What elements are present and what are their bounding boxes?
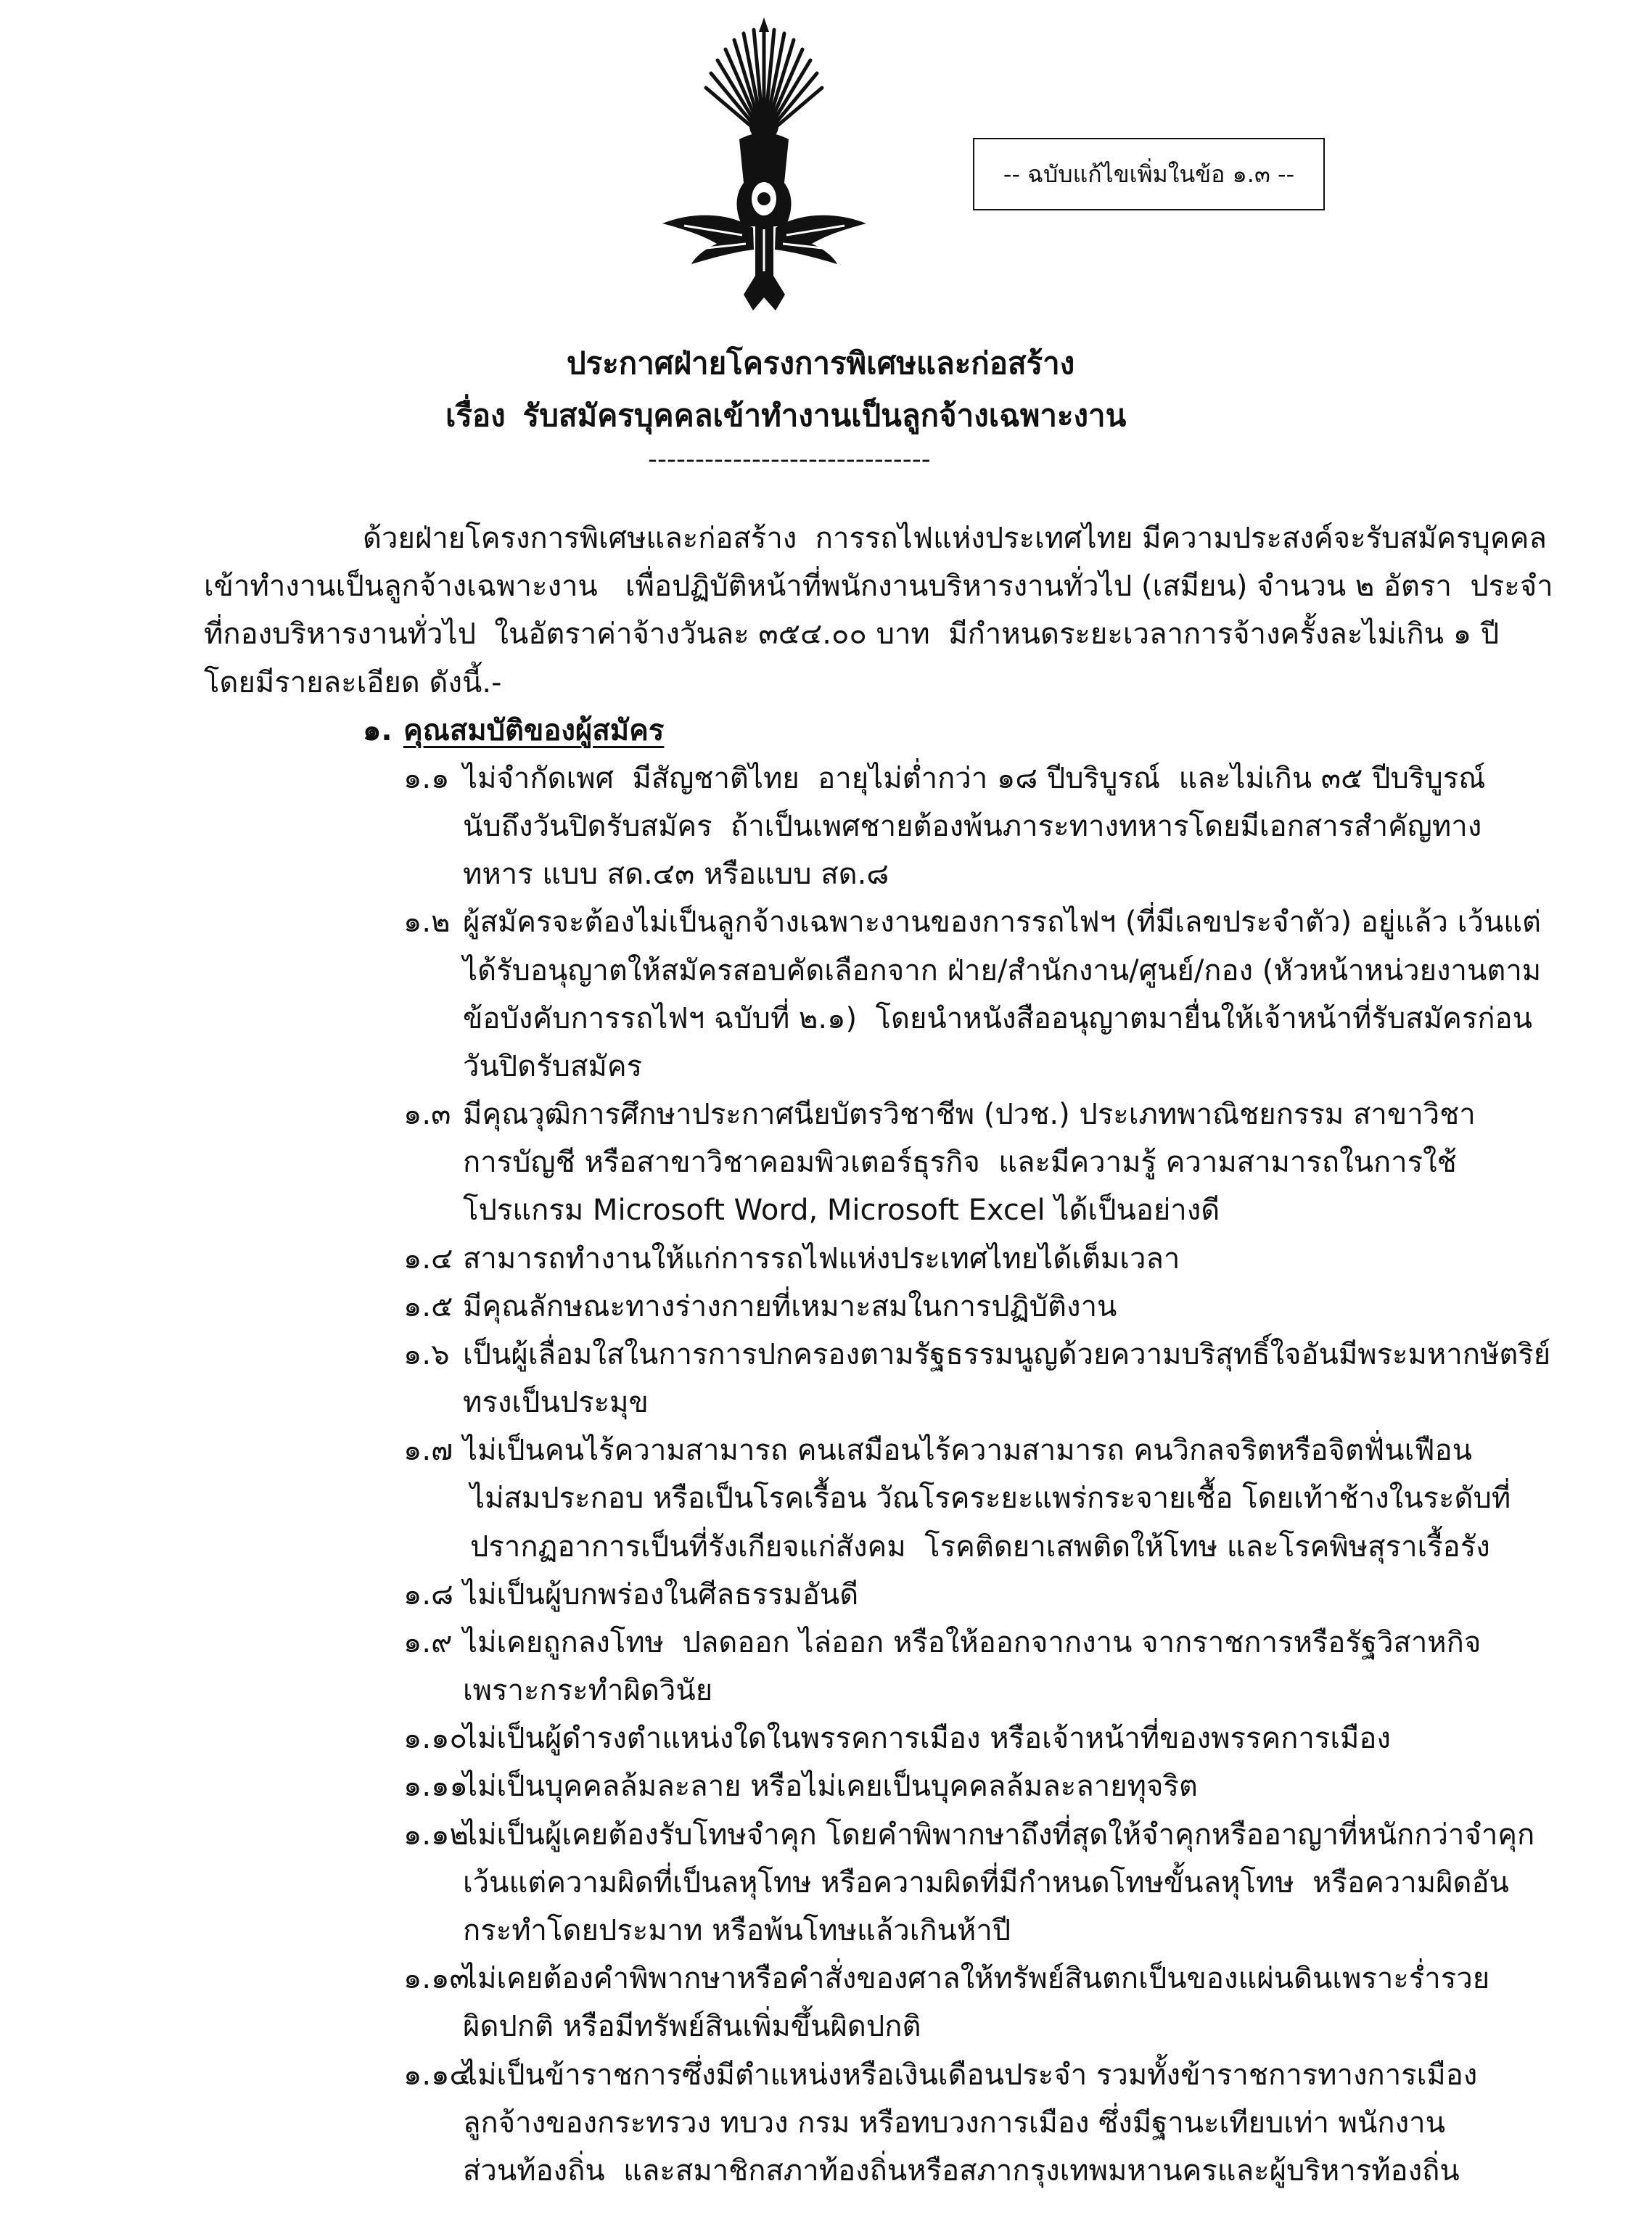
list-item [0, 1426, 1652, 1571]
list-item [0, 1571, 1652, 1619]
item-number: ๑.๖ [403, 1337, 450, 1371]
item-line: ได้รับอนุญาตให้สมัครสอบคัดเลือกจาก ฝ่าย/สำนักงาน/ศูนย์/กอง (หัวหน้าหน่วยงานตาม [463, 953, 1542, 987]
page-title: ประกาศฝ่ายโครงการพิเศษและก่อสร้าง [567, 345, 1075, 381]
section-heading [0, 707, 1652, 755]
item-line: ลูกจ้างของกระทรวง ทบวง กรม หรือทบวงการเมือง ซึ่งมีฐานะเทียบเท่า พนักงาน [463, 2106, 1445, 2140]
subject-label: เรื่อง [445, 398, 506, 433]
item-line: ไม่เป็นผู้ดำรงตำแหน่งใดในพรรคการเมือง หรือเจ้าหน้าที่ของพรรคการเมือง [463, 1722, 1391, 1756]
intro-line: ที่กองบริหารงานทั่วไป ในอัตราค่าจ้างวันละ ๓๕๔.๐๐ บาท มีกำหนดระยะเวลาการจ้างครั้งละไม่เกิน ๑ ปี [204, 617, 1500, 652]
item-number: ๑.๔ [403, 1241, 453, 1276]
item-number: ๑.๙ [403, 1625, 453, 1659]
item-number: ๑.๘ [403, 1577, 453, 1611]
item-line: เพราะกระทำผิดวินัย [463, 1674, 713, 1708]
revision-notice-box: -- ฉบับแก้ไขเพิ่มในข้อ ๑.๓ -- [973, 138, 1325, 210]
section-number: ๑. [363, 713, 393, 747]
list-item [0, 898, 1652, 1091]
intro-line: เข้าทำงานเป็นลูกจ้างเฉพาะงาน เพื่อปฏิบัติหน้าที่พนักงานบริหารงานทั่วไป (เสมียน) จำนวน ๒ อัตรา ประจำ [204, 570, 1553, 604]
item-line: ไม่สมประกอบ หรือเป็นโรคเรื้อน วัณโรคระยะแพร่กระจายเชื้อ โดยเท้าช้างในระดับที่ [470, 1482, 1511, 1516]
item-line: ไม่เคยต้องคำพิพากษาหรือคำสั่งของศาลให้ทรัพย์สินตกเป็นของแผ่นดินเพราะร่ำรวย [463, 1962, 1490, 1996]
item-line: ไม่เป็นบุคคลล้มละลาย หรือไม่เคยเป็นบุคคลล้มละลายทุจริต [463, 1770, 1198, 1804]
item-number: ๑.๑๐ [403, 1722, 467, 1756]
emblem-icon [662, 17, 866, 311]
item-line: เป็นผู้เลื่อมใสในการการปกครองตามรัฐธรรมนูญด้วยความบริสุทธิ์ใจอันมีพระมหากษัตริย์ [463, 1337, 1551, 1371]
separator-line: ------------------------------ [648, 445, 931, 475]
subject-text: รับสมัครบุคคลเข้าทำงานเป็นลูกจ้างเฉพาะงาน [522, 398, 1127, 433]
item-line: ไม่เป็นข้าราชการซึ่งมีตำแหน่งหรือเงินเดือนประจำ รวมทั้งข้าราชการทางการเมือง [463, 2058, 1478, 2092]
item-line: กระทำโดยประมาท หรือพ้นโทษแล้วเกินห้าปี [463, 1913, 1011, 1947]
item-line: ปรากฏอาการเป็นที่รังเกียจแก่สังคม โรคติดยาเสพติดให้โทษ และโรคพิษสุราเรื้อรัง [470, 1529, 1490, 1564]
item-line: โปรแกรม Microsoft Word, Microsoft Excel ได้เป็นอย่างดี [463, 1194, 1220, 1228]
item-line: ไม่เป็นผู้เคยต้องรับโทษจำคุก โดยคำพิพากษาถึงที่สุดให้จำคุกหรืออาญาที่หนักกว่าจำคุก [463, 1818, 1535, 1852]
item-line: ข้อบังคับการรถไฟฯ ฉบับที่ ๒.๑) โดยนำหนังสืออนุญาตมายื่นให้เจ้าหน้าที่รับสมัครก่อน [463, 1001, 1532, 1035]
item-number: ๑.๑ [403, 761, 450, 795]
item-number: ๑.๒ [403, 905, 451, 940]
list-item [0, 1619, 1652, 1714]
item-number: ๑.๕ [403, 1289, 453, 1323]
item-number: ๑.๓ [403, 1098, 451, 1132]
item-line: ไม่จำกัดเพศ มีสัญชาติไทย อายุไม่ต่ำกว่า ๑๘ ปีบริบูรณ์ และไม่เกิน ๓๕ ปีบริบูรณ์ [463, 761, 1486, 795]
item-line: มีคุณลักษณะทางร่างกายที่เหมาะสมในการปฏิบัติงาน [463, 1289, 1117, 1323]
item-number: ๑.๗ [403, 1434, 453, 1468]
item-number: ๑.๑๓ [403, 1962, 469, 1996]
item-line: นับถึงวันปิดรับสมัคร ถ้าเป็นเพศชายต้องพ้นภาระทางทหารโดยมีเอกสารสำคัญทาง [463, 810, 1482, 844]
list-item [0, 1811, 1652, 1955]
item-line: การบัญชี หรือสาขาวิชาคอมพิวเตอร์ธุรกิจ และมีความรู้ ความสามารถในการใช้ [463, 1146, 1457, 1180]
section-title: คุณสมบัติของผู้สมัคร [403, 713, 665, 747]
list-item [0, 1283, 1652, 1331]
item-line: วันปิดรับสมัคร [463, 1049, 643, 1083]
intro-paragraph [0, 514, 1652, 707]
item-line: ทรงเป็นประมุข [463, 1386, 649, 1420]
list-item [0, 755, 1652, 899]
item-line: ส่วนท้องถิ่น และสมาชิกสภาท้องถิ่นหรือสภากรุงเทพมหานครและผู้บริหารท้องถิ่น [463, 2153, 1460, 2188]
item-line: ไม่เคยถูกลงโทษ ปลดออก ไล่ออก หรือให้ออกจากงาน จากราชการหรือรัฐวิสาหกิจ [463, 1625, 1482, 1659]
list-item [0, 1762, 1652, 1810]
intro-line: ด้วยฝ่ายโครงการพิเศษและก่อสร้าง การรถไฟแห่งประเทศไทย มีความประสงค์จะรับสมัครบุคคล [363, 522, 1547, 555]
list-item [0, 1955, 1652, 2050]
item-line: ผิดปกติ หรือมีทรัพย์สินเพิ่มขึ้นผิดปกติ [463, 2010, 921, 2044]
item-line: ทหาร แบบ สด.๔๓ หรือแบบ สด.๘ [463, 858, 889, 892]
item-line: มีคุณวุฒิการศึกษาประกาศนียบัตรวิชาชีพ (ปวช.) ประเภทพาณิชยกรรม สาขาวิชา [463, 1098, 1476, 1132]
item-number: ๑.๑๔ [403, 2058, 472, 2092]
item-line: ผู้สมัครจะต้องไม่เป็นลูกจ้างเฉพาะงานของการรถไฟฯ (ที่มีเลขประจำตัว) อยู่แล้ว เว้นแต่ [463, 905, 1541, 940]
list-item [0, 1091, 1652, 1235]
item-line: เว้นแต่ความผิดที่เป็นลหุโทษ หรือความผิดที่มีกำหนดโทษขั้นลหุโทษ หรือความผิดอัน [463, 1865, 1509, 1900]
list-item [0, 1235, 1652, 1283]
item-line: สามารถทำงานให้แก่การรถไฟแห่งประเทศไทยได้เต็มเวลา [463, 1241, 1180, 1276]
list-item [0, 1331, 1652, 1426]
item-line: ไม่เป็นผู้บกพร่องในศีลธรรมอันดี [463, 1577, 859, 1611]
intro-line: โดยมีรายละเอียด ดังนี้.- [204, 665, 502, 699]
item-number: ๑.๑๒ [403, 1818, 469, 1852]
list-item [0, 2051, 1652, 2196]
item-line: ไม่เป็นคนไร้ความสามารถ คนเสมือนไร้ความสามารถ คนวิกลจริตหรือจิตฟั่นเฟือน [463, 1434, 1472, 1468]
item-number: ๑.๑๑ [403, 1770, 468, 1804]
document-body [0, 514, 1652, 2195]
list-item [0, 1714, 1652, 1762]
subject-heading [445, 392, 1244, 440]
